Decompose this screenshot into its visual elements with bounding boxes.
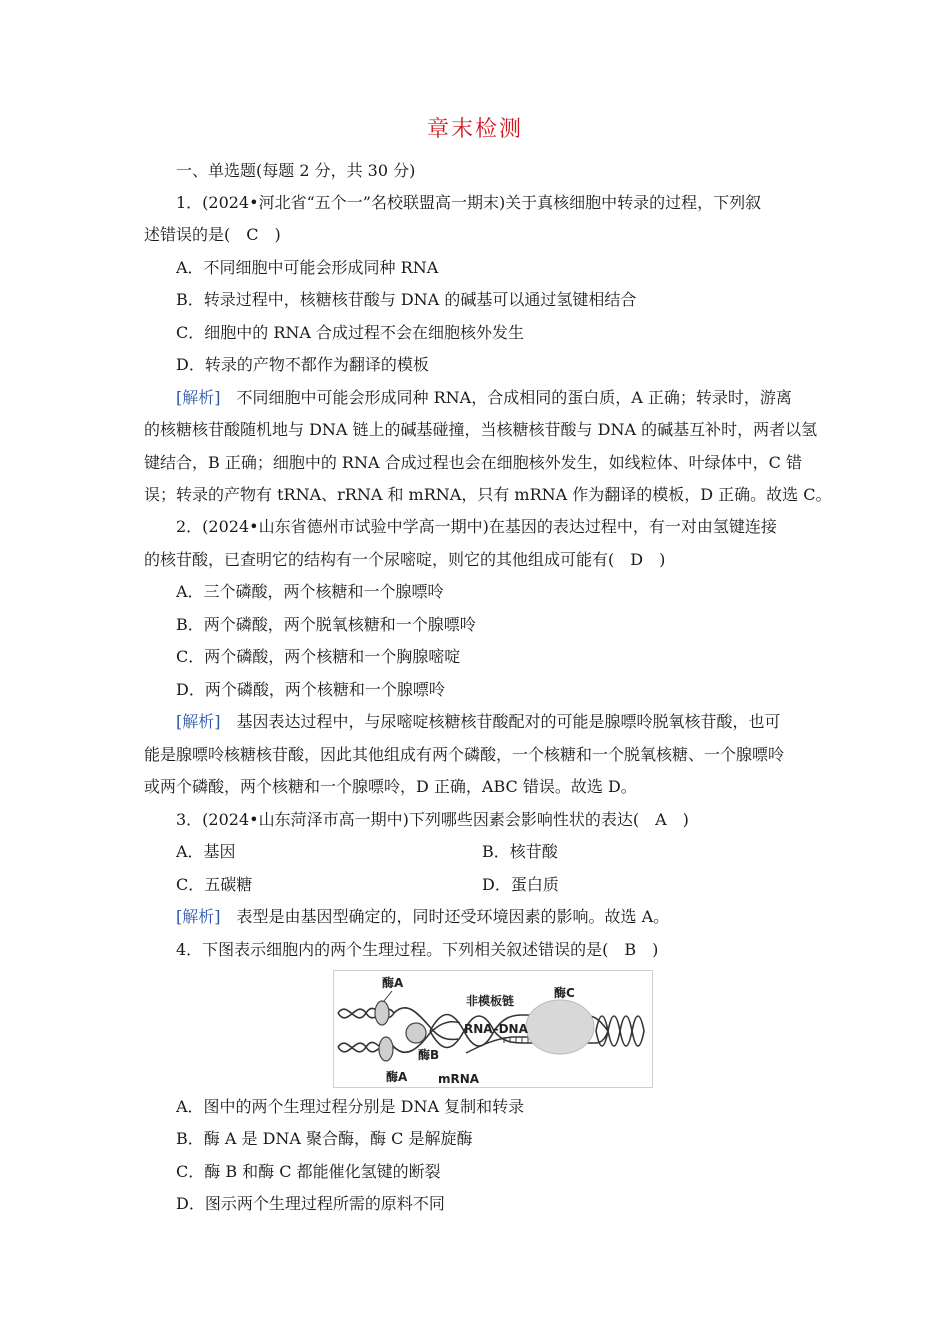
q1-option-a: A．不同细胞中可能会形成同种 RNA [176, 258, 439, 277]
q2-stem-line2: 的核苷酸，已查明它的结构有一个尿嘧啶，则它的其他组成可能有( D ) [144, 550, 666, 569]
q2-option-d: D．两个磷酸，两个核糖和一个腺嘌呤 [176, 680, 445, 699]
enzyme-a-top-pointer [384, 991, 392, 1001]
q1-explanation-line4: 误；转录的产物有 tRNA、rRNA 和 mRNA，只有 mRNA 作为翻译的模板，D 正确。故选 C。 [144, 485, 832, 504]
q1-explanation-line3: 键结合，B 正确；细胞中的 RNA 合成过程也会在细胞核外发生，如线粒体、叶绿体中，C 错 [144, 453, 802, 472]
q1-explanation-line2: 的核糖核苷酸随机地与 DNA 链上的碱基碰撞，当核糖核苷酸与 DNA 的碱基互补时，两者以氢 [144, 420, 818, 439]
q2-explanation-line1 [176, 711, 781, 733]
q1-stem-line2: 述错误的是( C ) [144, 225, 281, 244]
q3-option-c: C．五碳糖 [176, 875, 253, 894]
q1-option-c: C．细胞中的 RNA 合成过程不会在细胞核外发生 [176, 323, 525, 342]
enzyme-a-bottom-blob [379, 1037, 393, 1061]
q3-explanation-line1 [176, 906, 669, 928]
enzyme-b-blob [406, 1023, 426, 1043]
right-helix-strand2 [596, 1016, 644, 1046]
q2-stem-line1: 2．(2024•山东省德州市试验中学高一期中)在基因的表达过程中，有一对由氢键连接 [176, 517, 777, 536]
label-enzyme-b: 酶B [418, 1048, 440, 1062]
q1-explanation-line1 [176, 387, 792, 409]
q3-explanation-text1: 表型是由基因型确定的，同时还受环境因素的影响。故选 A。 [220, 907, 670, 926]
q4-option-b: B．酶 A 是 DNA 聚合酶，酶 C 是解旋酶 [176, 1129, 473, 1148]
q4-stem: 4．下图表示细胞内的两个生理过程。下列相关叙述错误的是( B ) [176, 940, 659, 959]
q2-option-a: A．三个磷酸，两个核糖和一个腺嘌呤 [176, 582, 444, 601]
q4-option-d: D．图示两个生理过程所需的原料不同 [176, 1194, 445, 1213]
label-enzyme-a-top: 酶A [382, 976, 404, 990]
label-rna-dna: RNA–DNA [464, 1022, 528, 1036]
q1-explanation-tag: [解析] [176, 388, 221, 407]
q3-explanation-tag: [解析] [176, 907, 221, 926]
section-heading: 一、单选题(每题 2 分，共 30 分) [176, 161, 416, 180]
q1-explanation-text1: 不同细胞中可能会形成同种 RNA，合成相同的蛋白质，A 正确；转录时，游离 [220, 388, 792, 407]
page-title: 章末检测 [426, 117, 523, 142]
q2-explanation-line3: 或两个磷酸，两个核糖和一个腺嘌呤，D 正确，ABC 错误。故选 D。 [144, 777, 637, 796]
figure-diagram [334, 971, 652, 1087]
q3-option-a: A．基因 [176, 842, 236, 861]
q4-option-a: A．图中的两个生理过程分别是 DNA 复制和转录 [176, 1097, 525, 1116]
label-nontemplate-strand: 非模板链 [466, 994, 515, 1008]
enzyme-c-blob [526, 1000, 594, 1054]
q3-option-d: D．蛋白质 [482, 875, 559, 894]
q2-option-c: C．两个磷酸，两个核糖和一个胸腺嘧啶 [176, 647, 461, 666]
q4-option-c: C．酶 B 和酶 C 都能催化氢键的断裂 [176, 1162, 441, 1181]
q2-explanation-tag: [解析] [176, 712, 221, 731]
q2-explanation-line2: 能是腺嘌呤核糖核苷酸，因此其他组成有两个磷酸，一个核糖和一个脱氧核糖、一个腺嘌呤 [144, 745, 785, 764]
q1-option-d: D．转录的产物不都作为翻译的模板 [176, 355, 429, 374]
label-mrna: mRNA [438, 1072, 480, 1086]
q1-stem-line1: 1．(2024•河北省“五个一”名校联盟高一期末)关于真核细胞中转录的过程，下列叙 [176, 193, 762, 212]
dna-process-figure [333, 970, 653, 1088]
q2-explanation-text1: 基因表达过程中，与尿嘧啶核糖核苷酸配对的可能是腺嘌呤脱氧核苷酸，也可 [220, 712, 781, 731]
q1-option-b: B．转录过程中，核糖核苷酸与 DNA 的碱基可以通过氢键相结合 [176, 290, 637, 309]
enzyme-a-top-blob [375, 1001, 389, 1025]
q2-option-b: B．两个磷酸，两个脱氧核糖和一个腺嘌呤 [176, 615, 476, 634]
label-enzyme-c: 酶C [554, 986, 575, 1000]
q3-option-b: B．核苷酸 [482, 842, 558, 861]
label-enzyme-a-bottom: 酶A [386, 1070, 408, 1084]
q3-stem: 3．(2024•山东菏泽市高一期中)下列哪些因素会影响性状的表达( A ) [176, 810, 689, 829]
